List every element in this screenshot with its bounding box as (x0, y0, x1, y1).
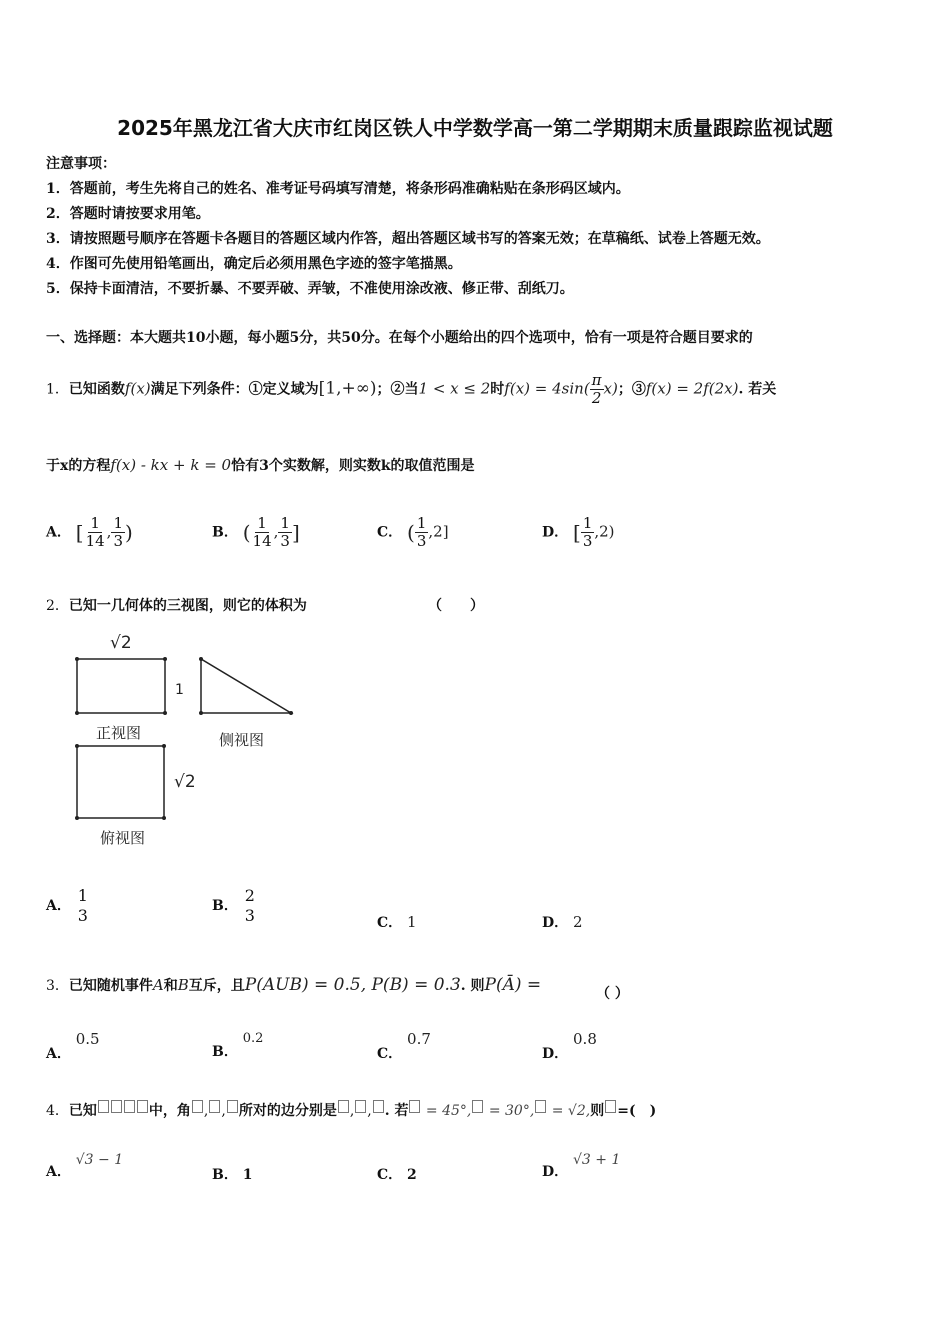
frac-num: 1 (77, 886, 88, 905)
notice-item-5: 5．保持卡面清洁，不要折暴、不要弄破、弄皱，不准使用涂改液、修正带、刮纸刀。 (46, 281, 574, 297)
q3-option-d[interactable] (542, 1030, 597, 1063)
q1-option-b[interactable]: B． ( $\frac{1}{14}$ , $\frac{1}{3}$ ] (212, 514, 300, 550)
option-label: D． (542, 1046, 569, 1062)
q3-text-4: . 则 (460, 978, 485, 994)
q1-number: 1． (46, 381, 69, 398)
question-2 (46, 595, 307, 615)
notice-item-1: 1．答题前，考生先将自己的姓名、准考证号码填写清楚，将条形码准确粘贴在条形码区域内。 (46, 181, 630, 197)
option-value: 2 (407, 1167, 417, 1183)
bracket: [ (75, 520, 84, 545)
option-label: A． (46, 898, 71, 914)
bracket: ) (124, 520, 133, 545)
q4-expr-1: = 45°, (421, 1103, 472, 1119)
option-label: B． (212, 1167, 238, 1183)
top-view-dim: √2 (174, 772, 196, 792)
option-label: B． (212, 1044, 238, 1060)
three-view-figure (60, 628, 320, 858)
front-view-rect (77, 659, 165, 713)
q4-expr-3: = √2, (547, 1103, 591, 1119)
q1-text-6: . 若关 (738, 381, 777, 398)
notice-item-3: 3．请按照题号顺序在答题卡各题目的答题区域内作答，超出答题区域书写的答案无效；在草稿纸、试卷上答题无效。 (46, 231, 770, 247)
q1-sin-right: x) (603, 379, 618, 398)
q4-text-5: 则 (590, 1103, 605, 1119)
option-label: C． (377, 524, 403, 541)
option-value: √3 − 1 (75, 1152, 124, 1168)
q4-expr-2: = 30°, (484, 1103, 535, 1119)
option-tail: ,2) (594, 522, 615, 541)
front-width-dim: √2 (110, 633, 132, 653)
q3-option-b[interactable] (212, 1030, 263, 1061)
frac-num: 1 (90, 514, 100, 532)
notice-heading: 注意事项： (46, 156, 116, 172)
frac-den: 3 (280, 532, 290, 550)
bracket: ( (407, 520, 415, 545)
q3-event-a: A (152, 976, 164, 994)
q3-text-3: 互斥，且 (188, 978, 245, 994)
frac-den: 14 (252, 532, 272, 550)
option-label: B． (212, 524, 238, 541)
option-label: A． (46, 1164, 71, 1180)
frac-den: 3 (582, 532, 593, 550)
q3-answer-paren: （ ） (596, 986, 629, 1002)
missing-glyph-icon: , , (337, 1103, 385, 1119)
q1-text-5: ；③ (617, 381, 646, 398)
side-view-label: 侧视图 (219, 731, 265, 749)
top-view-label: 俯视图 (100, 829, 146, 847)
frac-num: 2 (244, 886, 255, 905)
q4-text-4: . 若 (384, 1103, 409, 1119)
option-label: A． (46, 1046, 71, 1062)
option-value: 1 (242, 1167, 253, 1183)
q2-number: 2． (46, 598, 69, 614)
q1-text-4: 时 (490, 381, 505, 398)
q4-number: 4． (46, 1103, 69, 1119)
q1-fx: f(x) (124, 379, 151, 398)
bracket: [ (573, 520, 581, 545)
q3-text-1: 已知随机事件 (68, 978, 153, 994)
frac-num: 1 (257, 514, 267, 532)
frac-num: 1 (113, 514, 123, 532)
q4-option-d[interactable] (542, 1152, 620, 1181)
option-value: 0.8 (573, 1030, 597, 1048)
q1-sin-left: f(x) = 4sin( (504, 379, 590, 398)
top-view-rect (77, 746, 164, 818)
q4-option-b[interactable] (212, 1164, 252, 1184)
frac-den: 3 (244, 906, 255, 925)
frac-den: 14 (85, 532, 105, 550)
option-label: D． (542, 915, 569, 931)
option-label: C． (377, 1167, 403, 1183)
side-view-triangle (201, 659, 291, 713)
page-title: 2025年黑龙江省大庆市红岗区铁人中学数学高一第二学期期末质量跟踪监视试题 (117, 116, 833, 140)
q4-option-c[interactable] (377, 1164, 417, 1184)
question-4 (46, 1100, 656, 1120)
q1-sin-den: 2 (591, 389, 602, 407)
frac-num: 1 (582, 514, 593, 532)
option-value: 0.7 (407, 1030, 431, 1048)
option-value: 2 (573, 913, 583, 931)
q3-option-a[interactable] (46, 1030, 100, 1063)
q1-equation: f(x) - kx + k = 0 (110, 456, 232, 474)
option-value: √3 + 1 (573, 1152, 621, 1168)
q3-option-c[interactable] (377, 1030, 431, 1063)
q1-text-7: 于x的方程 (46, 458, 111, 474)
frac-den: 3 (113, 532, 123, 550)
frac-den: 3 (416, 532, 427, 550)
q1-cond3: f(x) = 2f(2x) (645, 379, 739, 398)
front-height-dim: 1 (175, 682, 184, 698)
q4-text-3: 所对的边分别是 (238, 1103, 337, 1119)
missing-glyph-icon (605, 1100, 616, 1113)
missing-glyph-icon (409, 1100, 420, 1113)
notice-item-4: 4．作图可先使用铅笔画出，确定后必须用黑色字迹的签字笔描黑。 (46, 256, 462, 272)
q4-option-a[interactable] (46, 1152, 123, 1181)
option-label: A． (46, 524, 71, 541)
missing-glyph-icon (535, 1100, 546, 1113)
q1-cond: 1 < x ≤ 2 (418, 379, 491, 398)
q2-option-c[interactable] (377, 912, 417, 932)
q3-event-b: B (177, 976, 189, 994)
q1-option-d[interactable] (542, 515, 615, 550)
q3-expr-3: P(Ā) = (484, 975, 542, 995)
option-value: 0.5 (75, 1030, 100, 1048)
q4-text-6: =( ) (617, 1103, 657, 1119)
option-tail: ,2] (428, 522, 449, 541)
missing-glyph-icon: , , (191, 1103, 239, 1119)
q3-number: 3． (46, 978, 69, 994)
option-label: C． (377, 1046, 403, 1062)
q1-text-2: 满足下列条件：①定义域为 (150, 381, 319, 398)
q1-text-8: 恰有3个实数解，则实数k的取值范围是 (231, 458, 475, 474)
q4-text-2: 中，角 (148, 1103, 191, 1119)
q2-option-d[interactable] (542, 912, 583, 932)
option-label: B． (212, 898, 238, 914)
q2-text: 已知一几何体的三视图，则它的体积为 (68, 598, 307, 614)
frac-num: 1 (280, 514, 290, 532)
frac-num: 1 (416, 514, 427, 532)
q2-answer-paren: （ ） (428, 598, 484, 614)
option-label: C． (377, 915, 403, 931)
q1-option-a[interactable]: A． [ $\frac{1}{14}$ , $\frac{1}{3}$ ) (46, 514, 133, 550)
q1-sin-num: π (591, 371, 602, 389)
option-label: D． (542, 524, 569, 541)
bracket: ] (291, 520, 300, 545)
section-heading: 一、选择题：本大题共10小题，每小题5分，共50分。在每个小题给出的四个选项中，恰有一项是符合题目要求的 (46, 330, 753, 346)
option-label: D． (542, 1164, 569, 1180)
q2-option-b[interactable] (212, 886, 257, 926)
missing-glyph-icon (472, 1100, 483, 1113)
q4-text-1: 已知 (68, 1103, 97, 1119)
bracket: ( (242, 520, 251, 545)
front-view-label: 正视图 (96, 724, 142, 742)
option-value: 0.2 (242, 1031, 264, 1046)
option-value: 1 (407, 913, 417, 931)
q3-expr-1: P(AUB) = 0.5 (244, 975, 361, 995)
frac-den: 3 (77, 906, 88, 925)
notice-item-2: 2．答题时请按要求用笔。 (46, 206, 210, 222)
missing-glyph-icon (97, 1103, 149, 1119)
q1-text-3: ；②当 (376, 381, 419, 398)
q2-option-a[interactable] (46, 886, 90, 926)
question-1-line-1 (46, 372, 776, 407)
q1-text-1: 已知函数 (68, 381, 125, 398)
q1-domain: [1,+∞) (318, 378, 377, 399)
question-3 (46, 975, 541, 995)
q3-expr-2: , P(B) = 0.3 (360, 975, 461, 995)
q3-text-2: 和 (163, 978, 178, 994)
q1-option-c[interactable] (377, 515, 449, 550)
question-1-line-2 (46, 455, 475, 475)
